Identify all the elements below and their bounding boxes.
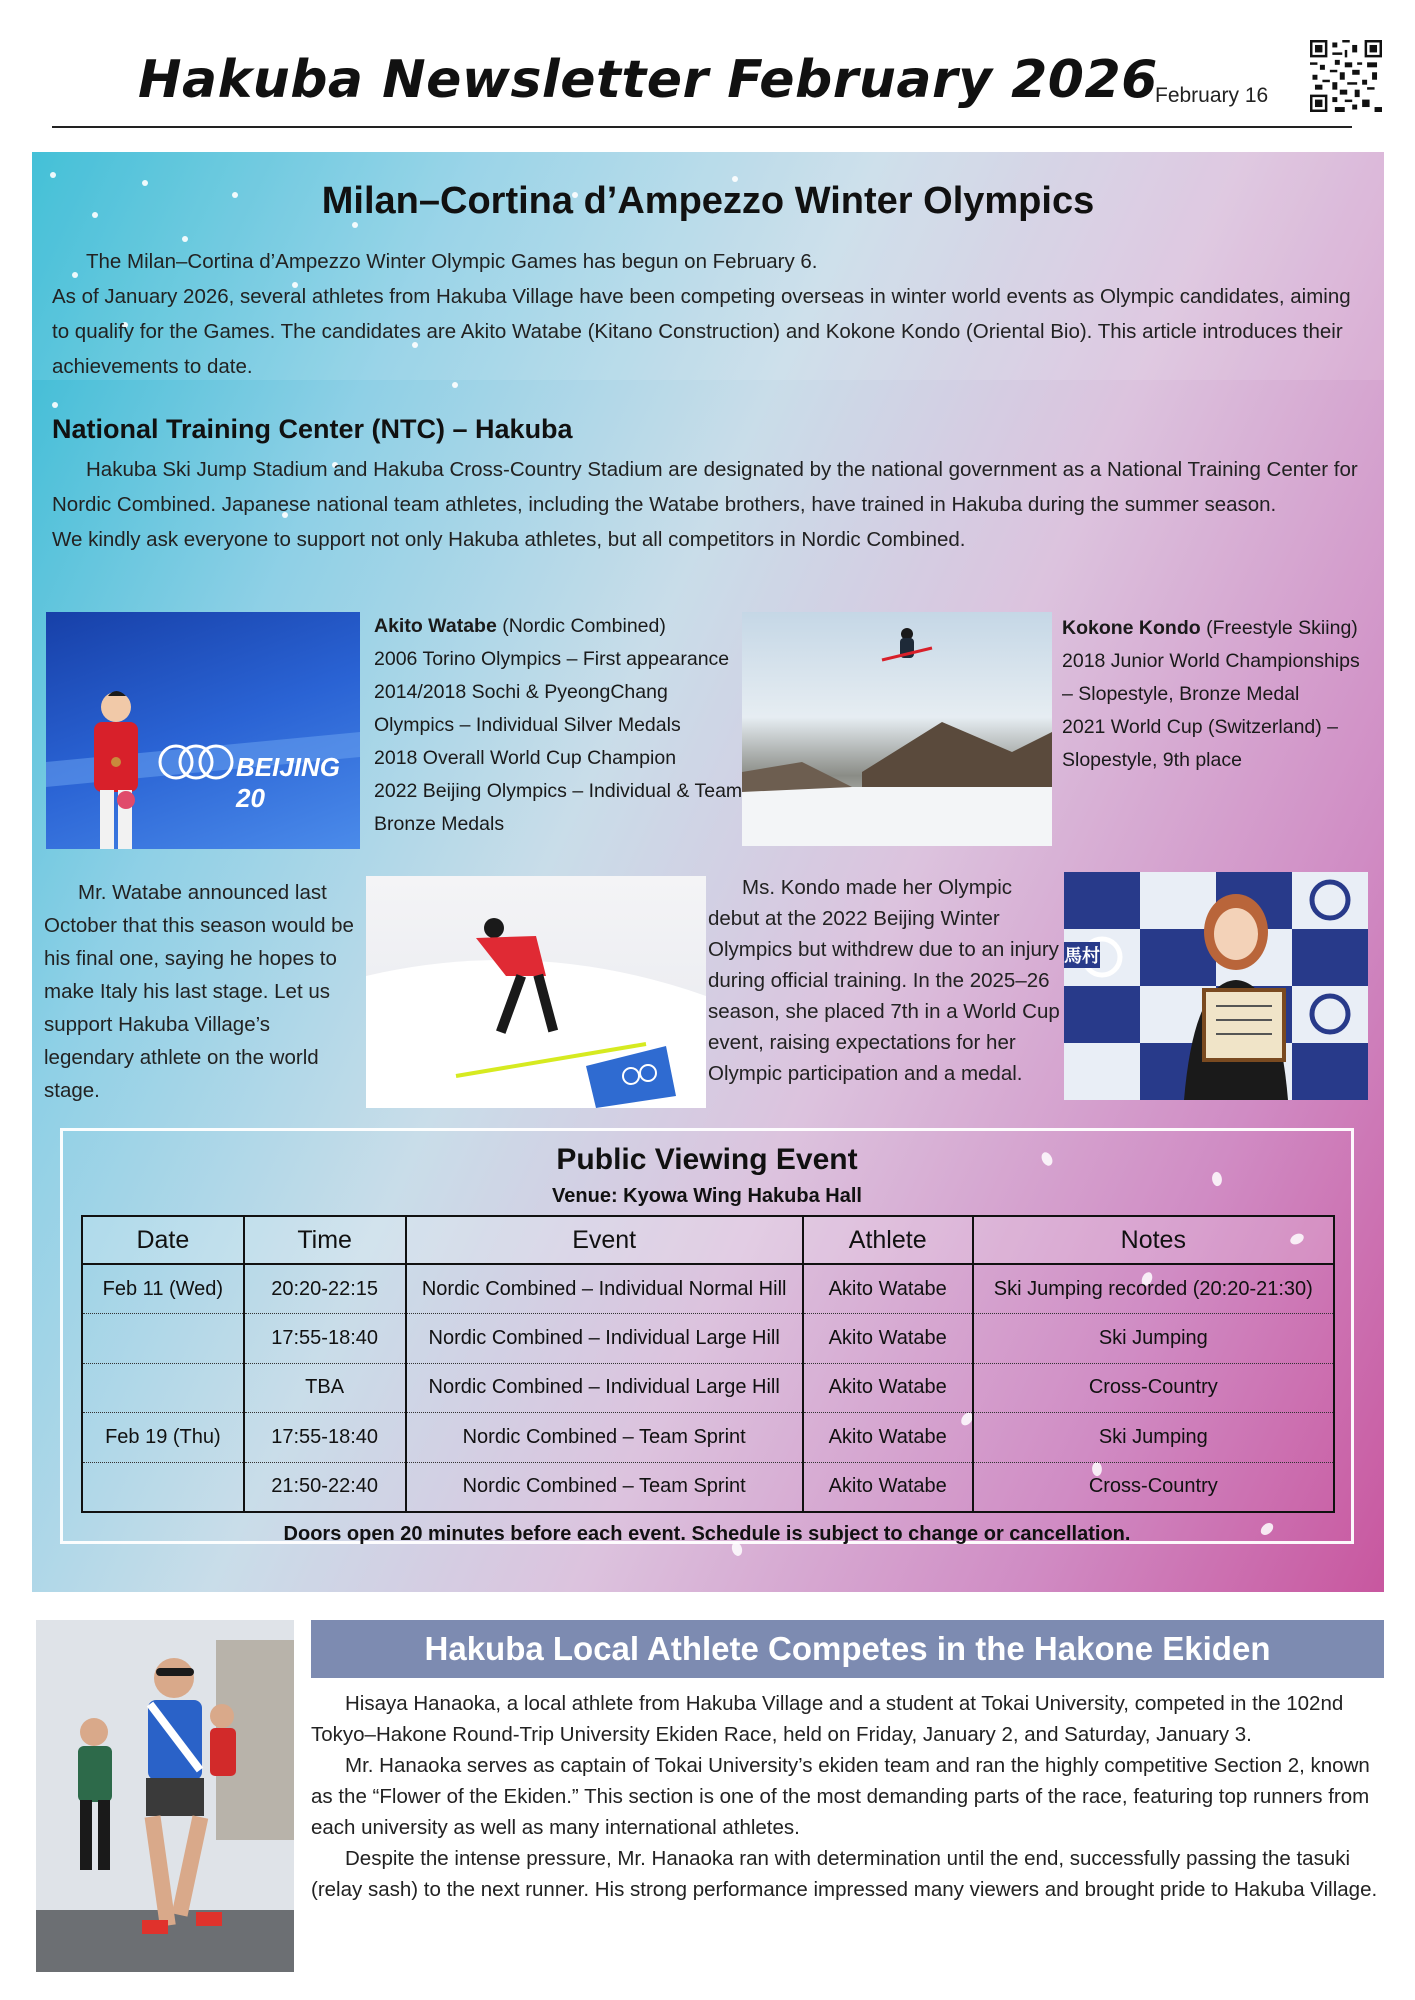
cell-time: 21:50-22:40	[244, 1462, 406, 1512]
cell-date: Feb 19 (Thu)	[82, 1413, 244, 1463]
athlete-name: Kokone Kondo	[1062, 617, 1201, 639]
column-header: Time	[244, 1216, 406, 1264]
schedule-table	[81, 1215, 1335, 1513]
olympics-panel	[32, 152, 1384, 1592]
table-row	[82, 1314, 1334, 1364]
ntc-paragraph: Hakuba Ski Jump Stadium and Hakuba Cross-Country Stadium are designated by the national government as a National Training Center for Nordic Combined. Japanese national team athletes, including the Watabe brothers, have trained in Hakuba during the summer season.	[52, 458, 1358, 516]
athlete-name: Akito Watabe	[374, 615, 497, 637]
public-viewing-title: Public Viewing Event	[556, 1143, 858, 1176]
ekiden-paragraph: Despite the intense pressure, Mr. Hanaoka ran with determination until the end, successfully passing the tasuki (relay sash) to the next runner. His strong performance impressed many viewers and brought pride to Hakuba Village.	[311, 1847, 1378, 1901]
ntc-text	[52, 452, 1364, 557]
ekiden-paragraph: Mr. Hanaoka serves as captain of Tokai University’s ekiden team and ran the highly competitive Section 2, known as the “Flower of the Ekiden.” This section is one of the most demanding parts of the race, featuring top runners from each university as well as many international athletes.	[311, 1754, 1370, 1839]
snowflake	[52, 402, 58, 408]
cell-athlete: Akito Watabe	[803, 1264, 973, 1314]
cell-notes: Ski Jumping recorded (20:20-21:30)	[973, 1264, 1334, 1314]
skiing-illustration	[366, 876, 706, 1108]
table-row	[82, 1264, 1334, 1314]
table-row	[82, 1413, 1334, 1463]
cell-time: 17:55-18:40	[244, 1314, 406, 1364]
achievement: 2018 Junior World Championships – Slopestyle, Bronze Medal	[1062, 650, 1360, 705]
snowflake	[182, 236, 188, 242]
achievement: 2018 Overall World Cup Champion	[374, 747, 677, 769]
watabe-podium-photo	[46, 612, 360, 849]
runner-illustration	[36, 1620, 294, 1972]
photo-backdrop-text: 馬村	[1064, 942, 1100, 968]
column-header: Event	[406, 1216, 803, 1264]
column-header: Athlete	[803, 1216, 973, 1264]
ntc-paragraph: We kindly ask everyone to support not only Hakuba athletes, but all competitors in Nordic Combined.	[52, 528, 966, 551]
intro-paragraph: As of January 2026, several athletes from Hakuba Village have been competing overseas in winter world events as Olympic candidates, aiming to qualify for the Games. The candidates are Akito Watabe (Kitano Construction) and Kokone Kondo (Oriental Bio). This article introduces their achievements to date.	[52, 285, 1351, 378]
snowflake	[50, 172, 56, 178]
cell-date	[82, 1314, 244, 1364]
ekiden-article	[311, 1688, 1384, 1905]
ntc-heading: National Training Center (NTC) – Hakuba	[52, 414, 573, 444]
table-header-row	[82, 1216, 1334, 1264]
schedule-footnote: Doors open 20 minutes before each event. Schedule is subject to change or cancellation.	[283, 1523, 1131, 1545]
cell-notes: Ski Jumping	[973, 1413, 1334, 1463]
ekiden-paragraph: Hisaya Hanaoka, a local athlete from Hakuba Village and a student at Tokai University, competed in the 102nd Tokyo–Hakone Round-Trip University Ekiden Race, held on Friday, January 2, and Saturday, January 3.	[311, 1692, 1344, 1746]
kondo-aerial-photo	[742, 612, 1052, 846]
portrait-illustration	[1064, 872, 1368, 1100]
column-header: Date	[82, 1216, 244, 1264]
photo-backdrop-text: BEIJING 20	[236, 752, 341, 813]
cell-athlete: Akito Watabe	[803, 1462, 973, 1512]
ekiden-banner-title: Hakuba Local Athlete Competes in the Hakone Ekiden	[311, 1620, 1384, 1678]
public-viewing-box	[60, 1128, 1354, 1544]
cell-event: Nordic Combined – Individual Large Hill	[406, 1363, 803, 1413]
watabe-story: Mr. Watabe announced last October that this season would be his final one, saying he hopes to make Italy his last stage. Let us support Hakuba Village’s legendary athlete on the world stage.	[44, 881, 354, 1102]
kondo-portrait-photo	[1064, 872, 1368, 1100]
cell-event: Nordic Combined – Team Sprint	[406, 1413, 803, 1463]
cell-event: Nordic Combined – Individual Large Hill	[406, 1314, 803, 1364]
qr-code-icon[interactable]	[1310, 40, 1382, 112]
achievement: 2014/2018 Sochi & PyeongChang Olympics – Individual Silver Medals	[374, 681, 681, 736]
aerial-illustration	[742, 612, 1052, 846]
cell-time: 20:20-22:15	[244, 1264, 406, 1314]
cell-event: Nordic Combined – Individual Normal Hill	[406, 1264, 803, 1314]
olympics-title: Milan–Cortina d’Ampezzo Winter Olympics	[321, 180, 1095, 222]
achievement: 2006 Torino Olympics – First appearance	[374, 648, 730, 670]
column-header: Notes	[973, 1216, 1334, 1264]
cell-notes: Cross-Country	[973, 1462, 1334, 1512]
kondo-bio	[1062, 612, 1362, 777]
cell-time: TBA	[244, 1363, 406, 1413]
cell-date	[82, 1462, 244, 1512]
intro-paragraph: The Milan–Cortina d’Ampezzo Winter Olympic Games has begun on February 6.	[86, 250, 818, 273]
kondo-story: Ms. Kondo made her Olympic debut at the 2022 Beijing Winter Olympics but withdrew due to an injury during official training. In the 2025–26 season, she placed 7th in a World Cup event, raising expectations for her Olympic participation and a medal.	[708, 876, 1060, 1085]
cell-date: Feb 11 (Wed)	[82, 1264, 244, 1314]
olympics-intro	[52, 244, 1362, 384]
watabe-bio	[374, 610, 744, 841]
newsletter-title: Hakuba Newsletter February 2026	[138, 50, 1158, 110]
watabe-skiing-photo	[366, 876, 706, 1108]
cell-athlete: Akito Watabe	[803, 1363, 973, 1413]
cell-notes: Ski Jumping	[973, 1314, 1334, 1364]
cell-notes: Cross-Country	[973, 1363, 1334, 1413]
newsletter-header	[0, 0, 1415, 130]
table-row	[82, 1363, 1334, 1413]
ekiden-runner-photo	[36, 1620, 294, 1972]
cell-time: 17:55-18:40	[244, 1413, 406, 1463]
cell-event: Nordic Combined – Team Sprint	[406, 1462, 803, 1512]
athlete-discipline: (Nordic Combined)	[496, 615, 666, 637]
athlete-discipline: (Freestyle Skiing)	[1200, 617, 1358, 639]
achievement: 2021 World Cup (Switzerland) – Slopestyle, 9th place	[1062, 716, 1339, 771]
issue-date: February 16	[1155, 84, 1269, 107]
achievement: 2022 Beijing Olympics – Individual & Team Bronze Medals	[374, 780, 743, 835]
public-viewing-venue: Venue: Kyowa Wing Hakuba Hall	[552, 1185, 862, 1207]
cell-athlete: Akito Watabe	[803, 1314, 973, 1364]
table-row	[82, 1462, 1334, 1512]
cell-date	[82, 1363, 244, 1413]
cell-athlete: Akito Watabe	[803, 1413, 973, 1463]
header-divider	[52, 126, 1352, 128]
